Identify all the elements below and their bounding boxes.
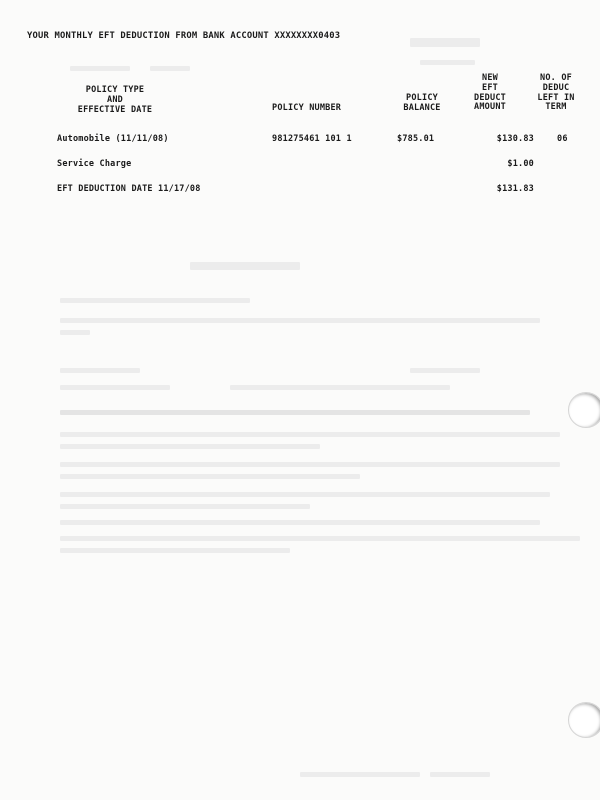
eft-deduction-date: EFT DEDUCTION DATE 11/17/08: [57, 184, 201, 194]
policy-balance-cell: $785.01: [397, 134, 435, 144]
eft-deduct-amount-cell: $1.00: [507, 159, 534, 169]
policy-type-cell: Automobile (11/11/08): [57, 134, 169, 144]
column-header-deduc-left: NO. OF DEDUC LEFT IN TERM: [537, 73, 575, 113]
deduc-left-cell: 06: [557, 134, 568, 144]
policy-number-cell: 981275461 101 1: [272, 134, 352, 144]
statement-title: YOUR MONTHLY EFT DEDUCTION FROM BANK ACCOUNT XXXXXXXX0403: [27, 31, 341, 41]
binder-hole-top: [568, 392, 600, 428]
binder-hole-bottom: [568, 702, 600, 738]
column-header-policy-balance: POLICY BALANCE: [403, 93, 441, 113]
column-header-policy-type: POLICY TYPE AND EFFECTIVE DATE: [77, 85, 153, 115]
column-header-policy-number: POLICY NUMBER: [272, 103, 342, 113]
policy-type-cell: Service Charge: [57, 159, 132, 169]
eft-deduct-amount-cell: $130.83: [496, 134, 534, 144]
total-eft-deduct-amount: $131.83: [496, 184, 534, 194]
column-header-new-eft-deduct: NEW EFT DEDUCT AMOUNT: [474, 73, 506, 113]
